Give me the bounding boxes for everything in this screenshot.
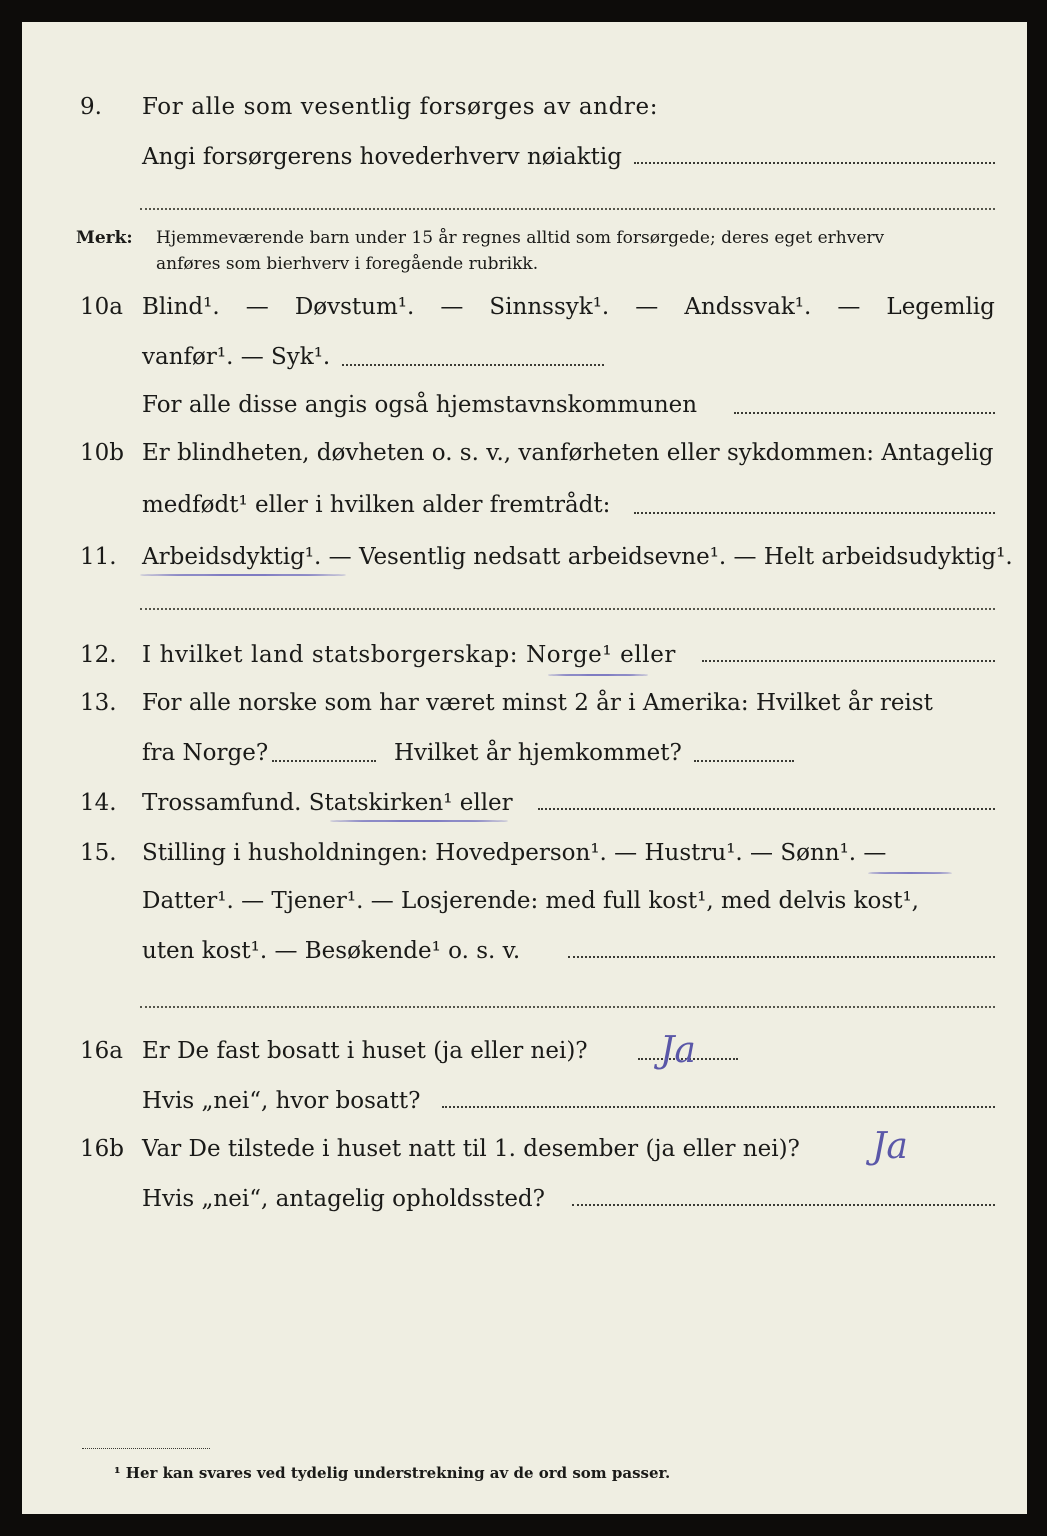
question-15: [22, 840, 1027, 880]
question-text: For alle disse angis også hjemstavnskommunen: [142, 392, 698, 418]
handwritten-underline: [548, 674, 648, 676]
question-12: [22, 642, 1027, 682]
question-13-line-2: [22, 740, 1027, 780]
question-text: Trossamfund. Statskirken¹ eller: [142, 790, 513, 816]
option-dovstum[interactable]: Døvstum¹.: [294, 294, 415, 320]
answer-line[interactable]: [140, 608, 995, 610]
question-16a-line-2: [22, 1088, 1027, 1128]
note-label: Merk:: [76, 228, 133, 248]
answer-line[interactable]: [140, 208, 995, 210]
question-text: Hvis „nei“, antagelig opholdssted?: [142, 1186, 545, 1212]
question-number: 14.: [80, 790, 117, 816]
question-number: 11.: [80, 544, 117, 570]
dash: —: [635, 294, 659, 320]
answer-line[interactable]: [734, 412, 995, 414]
answer-line[interactable]: [572, 1204, 995, 1206]
question-10a: [22, 294, 1027, 334]
handwritten-answer: Ja: [660, 1030, 696, 1071]
question-text: Datter¹. — Tjener¹. — Losjerende: med full kost¹, med delvis kost¹,: [142, 888, 919, 914]
option-andssvak[interactable]: Andssvak¹.: [684, 294, 812, 320]
question-13: [22, 690, 1027, 730]
question-text: Hvilket år hjemkommet?: [394, 740, 682, 766]
question-text: For alle norske som har været minst 2 år i Amerika: Hvilket år reist: [142, 690, 933, 716]
question-text: Er blindheten, døvheten o. s. v., vanførheten eller sykdommen: Antagelig: [142, 440, 994, 466]
question-10b: [22, 440, 1027, 480]
question-number: 9.: [80, 94, 102, 120]
question-options: [142, 294, 995, 320]
question-text: medfødt¹ eller i hvilken alder fremtrådt:: [142, 492, 611, 518]
question-15-line-3: [22, 938, 1027, 978]
question-text: Var De tilstede i huset natt til 1. desember (ja eller nei)?: [142, 1136, 800, 1162]
answer-line[interactable]: [634, 162, 995, 164]
question-text: Stilling i husholdningen: Hovedperson¹. — Hustru¹. — Sønn¹. —: [142, 840, 887, 866]
answer-line[interactable]: [538, 808, 995, 810]
question-14: [22, 790, 1027, 830]
question-text: Arbeidsdyktig¹. — Vesentlig nedsatt arbeidsevne¹. — Helt arbeidsudyktig¹.: [142, 544, 1013, 570]
question-11: [22, 544, 1027, 584]
question-number: 13.: [80, 690, 117, 716]
question-text: uten kost¹. — Besøkende¹ o. s. v.: [142, 938, 521, 964]
question-number: 15.: [80, 840, 117, 866]
handwritten-underline: [140, 574, 346, 576]
answer-line[interactable]: [702, 660, 995, 662]
answer-line[interactable]: [342, 364, 604, 366]
handwritten-answer: Ja: [872, 1126, 908, 1167]
census-form-page: [22, 22, 1027, 1514]
option-sinnssyk[interactable]: Sinnssyk¹.: [489, 294, 610, 320]
answer-line[interactable]: [568, 956, 995, 958]
handwritten-underline: [330, 820, 508, 822]
question-text: Er De fast bosatt i huset (ja eller nei)?: [142, 1038, 588, 1064]
dash: —: [440, 294, 464, 320]
question-text: I hvilket land statsborgerskap: Norge¹ eller: [142, 642, 677, 668]
question-text: Angi forsørgerens hovederhverv nøiaktig: [142, 144, 622, 170]
question-text: Hvis „nei“, hvor bosatt?: [142, 1088, 421, 1114]
answer-line[interactable]: [634, 512, 995, 514]
question-9-line-2: [22, 144, 1027, 184]
answer-line[interactable]: [694, 760, 794, 762]
footnote: ¹ Her kan svares ved tydelig understrekning av de ord som passer.: [114, 1464, 671, 1482]
question-number: 12.: [80, 642, 117, 668]
answer-line[interactable]: [442, 1106, 995, 1108]
question-15-line-2: [22, 888, 1027, 928]
note-text: anføres som bierhverv i foregående rubrikk.: [156, 254, 539, 274]
option-legemlig[interactable]: Legemlig: [886, 294, 995, 320]
footnote-rule: [82, 1448, 210, 1449]
handwritten-underline: [868, 872, 952, 874]
question-text: vanfør¹. — Syk¹.: [142, 344, 331, 370]
question-number: 16a: [80, 1038, 123, 1064]
answer-line[interactable]: [140, 1006, 995, 1008]
option-blind[interactable]: Blind¹.: [142, 294, 220, 320]
question-16b-line-2: [22, 1186, 1027, 1226]
answer-line[interactable]: [272, 760, 376, 762]
question-text: For alle som vesentlig forsørges av andre:: [142, 94, 659, 120]
question-number: 10a: [80, 294, 123, 320]
question-16a: [22, 1038, 1027, 1078]
question-number: 16b: [80, 1136, 124, 1162]
question-text: fra Norge?: [142, 740, 269, 766]
note-text: Hjemmeværende barn under 15 år regnes alltid som forsørgede; deres eget erhverv: [156, 228, 885, 248]
question-9: [22, 94, 1027, 134]
dash: —: [837, 294, 861, 320]
dash: —: [245, 294, 269, 320]
question-number: 10b: [80, 440, 124, 466]
